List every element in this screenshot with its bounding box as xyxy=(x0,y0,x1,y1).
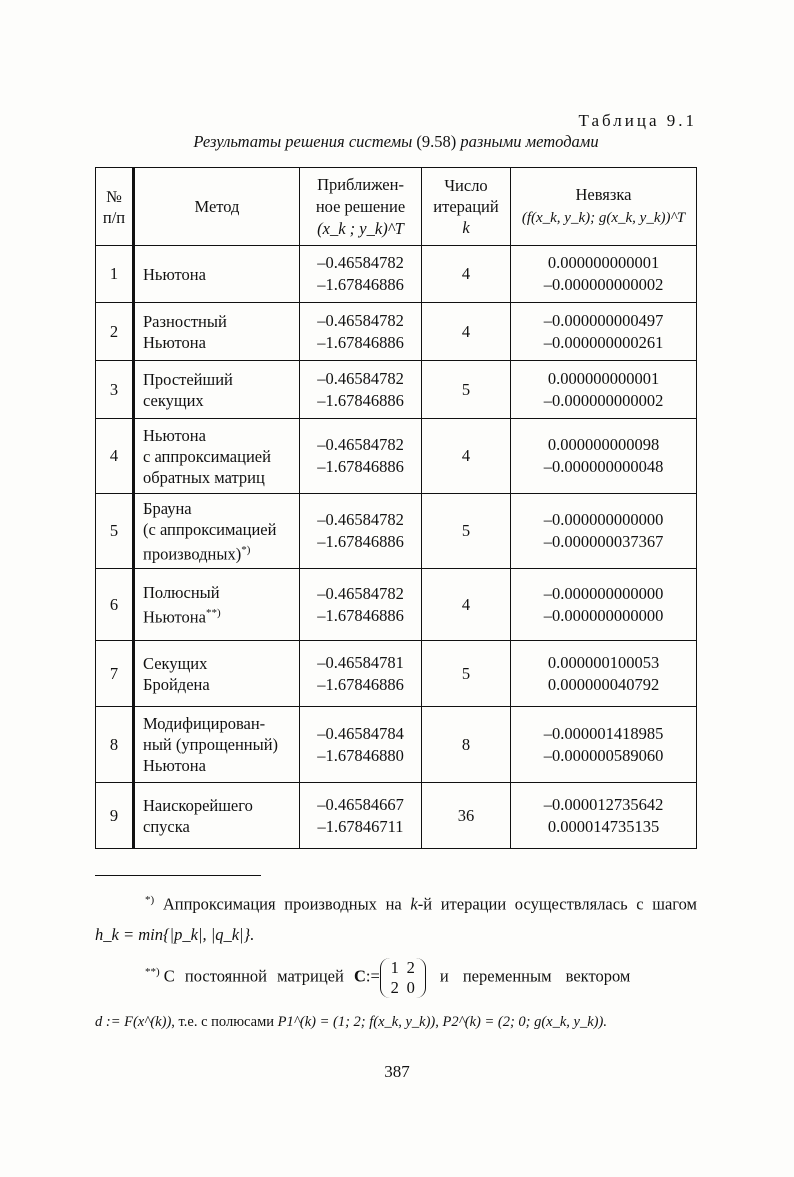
row-number-text: 5 xyxy=(109,521,119,540)
table-row xyxy=(96,569,697,641)
footnote-2-mark: **) xyxy=(145,966,160,978)
residual-f: 0.000000000098 xyxy=(547,435,660,454)
iterations xyxy=(422,641,511,707)
iterations xyxy=(422,246,511,303)
method-line: производных) xyxy=(143,544,242,564)
iterations-value: 5 xyxy=(461,521,471,540)
method-line: Секущих xyxy=(143,653,208,673)
matrix-cell: 0 xyxy=(406,977,415,997)
header-iters-line2: итераций xyxy=(433,197,499,216)
y-value: –1.67846886 xyxy=(317,674,404,694)
residual-g: 0.000014735135 xyxy=(547,816,660,836)
method-name xyxy=(134,494,300,569)
footnote-1-mark: *) xyxy=(145,894,155,906)
row-number-text: 7 xyxy=(109,663,119,683)
residual-g: –0.000000000000 xyxy=(543,605,664,625)
approx-solution xyxy=(300,419,422,494)
results-table xyxy=(95,167,697,849)
y-value: –1.67846886 xyxy=(317,390,404,410)
iterations-value: 5 xyxy=(461,379,471,399)
residual xyxy=(511,494,697,569)
iterations xyxy=(422,569,511,641)
x-value: –0.46584784 xyxy=(317,723,404,743)
method-line: Ньютона xyxy=(143,607,206,627)
table-row xyxy=(96,303,697,361)
footnote-1-text-a: Аппроксимация производных на xyxy=(162,894,411,914)
iterations-value: 4 xyxy=(461,594,471,614)
header-iters xyxy=(422,168,511,246)
approx-solution xyxy=(300,783,422,849)
caption-post: разными методами xyxy=(456,132,599,151)
residual-f: –0.000000000497 xyxy=(543,310,664,330)
table-row xyxy=(96,419,697,494)
table-row xyxy=(96,246,697,303)
residual-g: –0.000000000261 xyxy=(543,332,664,352)
row-number-text: 6 xyxy=(109,594,119,614)
residual-g: –0.000000000048 xyxy=(543,457,664,476)
residual xyxy=(511,246,697,303)
residual-g: 0.000000040792 xyxy=(547,674,660,694)
method-name xyxy=(134,707,300,783)
residual xyxy=(511,707,697,783)
residual xyxy=(511,361,697,419)
iterations xyxy=(422,303,511,361)
x-value: –0.46584667 xyxy=(317,794,404,814)
method-name xyxy=(134,641,300,707)
method-line: Ньютона xyxy=(143,756,206,775)
method-line: Простейший xyxy=(143,369,233,389)
y-value: –1.67846886 xyxy=(317,457,404,476)
method-name xyxy=(134,569,300,641)
table-caption xyxy=(95,132,697,152)
x-value: –0.46584782 xyxy=(317,368,404,388)
iterations xyxy=(422,494,511,569)
row-number xyxy=(96,707,134,783)
x-value: –0.46584782 xyxy=(317,310,404,330)
iterations-value: 36 xyxy=(457,805,475,825)
method-line: Модифицирован- xyxy=(143,714,266,733)
footnote-2-text-c: , т.е. с полюсами xyxy=(171,1013,278,1030)
method-line: с аппроксимацией xyxy=(143,446,271,466)
footnote-2-formula-d: d := F(x^(k)) xyxy=(95,1013,172,1030)
table-row xyxy=(96,494,697,569)
iterations-value: 4 xyxy=(461,446,471,465)
residual-f: 0.000000000001 xyxy=(547,368,660,388)
method-line: ный (упрощенный) xyxy=(143,735,279,754)
header-num xyxy=(96,168,134,246)
method-line: Бройдена xyxy=(143,674,210,694)
footnote-rule xyxy=(95,875,261,876)
footnote-1-formula: h_k = min{|p_k|, |q_k|}. xyxy=(95,924,255,944)
row-number xyxy=(96,361,134,419)
approx-solution xyxy=(300,361,422,419)
footnote-ref: *) xyxy=(241,543,251,556)
residual xyxy=(511,303,697,361)
iterations-value: 5 xyxy=(461,663,471,683)
header-approx xyxy=(300,168,422,246)
matrix-cell: 2 xyxy=(406,957,415,977)
x-value: –0.46584782 xyxy=(317,510,404,529)
residual-g: –0.000000037367 xyxy=(543,532,664,551)
footnote-2: **) С постоянной матрицей C:= 1 2 2 0 и переменным вектором d := F(x^(k)), т.е. с полюсами P1^(k) = (1; 2; f(x_k, y_k)), P2^(k) = (2; 0; g(x_k, y_k)). xyxy=(95,957,631,1030)
y-value: –1.67846886 xyxy=(317,532,404,551)
iterations xyxy=(422,783,511,849)
x-value: –0.46584782 xyxy=(317,435,404,454)
method-line: Ньютона xyxy=(143,425,206,445)
approx-solution xyxy=(300,569,422,641)
table-row xyxy=(96,361,697,419)
header-iters-line1: Число xyxy=(444,176,488,195)
row-number xyxy=(96,641,134,707)
method-name xyxy=(134,419,300,494)
method-line: Полюсный xyxy=(143,582,220,602)
row-number-text: 9 xyxy=(109,805,119,825)
row-number-text: 8 xyxy=(109,734,119,754)
iterations xyxy=(422,419,511,494)
table-row xyxy=(96,783,697,849)
caption-equation-ref: (9.58) xyxy=(416,132,457,151)
footnote-2-matrix-name: C xyxy=(353,966,366,986)
method-line: (с аппроксимацией xyxy=(143,519,277,539)
row-number xyxy=(96,494,134,569)
header-residual-formula: (f(x_k, y_k); g(x_k, y_k))^T xyxy=(521,210,686,226)
residual-f: –0.000001418985 xyxy=(543,723,664,743)
footnote-1-k: k xyxy=(410,894,418,914)
header-approx-line2: ное решение xyxy=(315,196,406,216)
approx-solution xyxy=(300,494,422,569)
caption-pre: Результаты решения системы xyxy=(193,132,417,151)
iterations xyxy=(422,707,511,783)
y-value: –1.67846886 xyxy=(317,332,404,352)
method-line: спуска xyxy=(143,816,190,836)
matrix-c xyxy=(380,958,426,998)
row-number xyxy=(96,303,134,361)
footnote-ref: **) xyxy=(205,606,221,619)
row-number xyxy=(96,419,134,494)
header-residual-line1: Невязка xyxy=(575,185,632,204)
method-line: секущих xyxy=(143,390,204,410)
footnote-2-p2: P2^(k) = (2; 0; g(x_k, y_k)). xyxy=(442,1013,607,1030)
footnote-2-text-b: и переменным вектором xyxy=(425,966,631,986)
approx-solution xyxy=(300,707,422,783)
y-value: –1.67846886 xyxy=(317,605,404,625)
residual-g: –0.000000000002 xyxy=(543,275,664,294)
iterations-value: 8 xyxy=(461,734,471,754)
approx-solution xyxy=(300,641,422,707)
header-num-line1: № xyxy=(106,186,122,206)
footnote-1 xyxy=(95,885,697,950)
header-num-line2: п/п xyxy=(102,207,126,227)
method-line: обратных матриц xyxy=(143,467,265,487)
table-row xyxy=(96,641,697,707)
footnote-2-text-a: С постоянной матрицей xyxy=(163,966,354,986)
header-residual xyxy=(511,168,697,246)
row-number-text: 3 xyxy=(109,379,119,399)
method-line: Наискорейшего xyxy=(143,795,253,815)
x-value: –0.46584782 xyxy=(317,583,404,603)
row-number-text: 2 xyxy=(109,321,119,341)
method-line: Брауна xyxy=(143,498,192,518)
x-value: –0.46584782 xyxy=(317,253,404,272)
residual-f: –0.000000000000 xyxy=(543,583,664,603)
row-number-text: 4 xyxy=(109,446,119,465)
approx-solution xyxy=(300,246,422,303)
table-row xyxy=(96,707,697,783)
row-number xyxy=(96,569,134,641)
footnote-2-p1: P1^(k) = (1; 2; f(x_k, y_k)) xyxy=(277,1013,436,1030)
table-label: Таблица 9.1 xyxy=(578,111,697,130)
x-value: –0.46584781 xyxy=(317,652,404,672)
residual xyxy=(511,569,697,641)
row-number-text: 1 xyxy=(109,264,119,283)
header-iters-k: k xyxy=(462,218,470,237)
method-name xyxy=(134,783,300,849)
residual-f: 0.000000100053 xyxy=(547,652,660,672)
header-approx-formula: (x_k ; y_k)^T xyxy=(317,218,404,238)
residual-f: –0.000000000000 xyxy=(543,510,664,529)
matrix-cell: 1 xyxy=(390,957,399,977)
approx-solution xyxy=(300,303,422,361)
method-name xyxy=(134,303,300,361)
residual xyxy=(511,641,697,707)
row-number xyxy=(96,783,134,849)
method-line: Ньютона xyxy=(143,264,206,284)
footnote-1-text-b: -й итерации осуществлялась с шагом xyxy=(417,894,697,914)
y-value: –1.67846886 xyxy=(317,275,404,294)
residual-g: –0.000000000002 xyxy=(543,390,664,410)
residual-g: –0.000000589060 xyxy=(543,745,664,765)
iterations-value: 4 xyxy=(461,264,471,283)
page-number: 387 xyxy=(384,1062,410,1081)
residual xyxy=(511,783,697,849)
table-header-row xyxy=(96,168,697,246)
iterations-value: 4 xyxy=(461,321,471,341)
header-method: Метод xyxy=(134,168,300,246)
iterations xyxy=(422,361,511,419)
method-line: Разностный xyxy=(143,311,227,331)
header-approx-line1: Приближен- xyxy=(317,174,404,194)
y-value: –1.67846711 xyxy=(317,816,404,836)
matrix-cell: 2 xyxy=(390,977,399,997)
method-line: Ньютона xyxy=(143,332,206,352)
residual-f: 0.000000000001 xyxy=(547,253,660,272)
method-name xyxy=(134,246,300,303)
y-value: –1.67846880 xyxy=(317,745,404,765)
residual-f: –0.000012735642 xyxy=(543,794,664,814)
row-number xyxy=(96,246,134,303)
method-name xyxy=(134,361,300,419)
residual xyxy=(511,419,697,494)
